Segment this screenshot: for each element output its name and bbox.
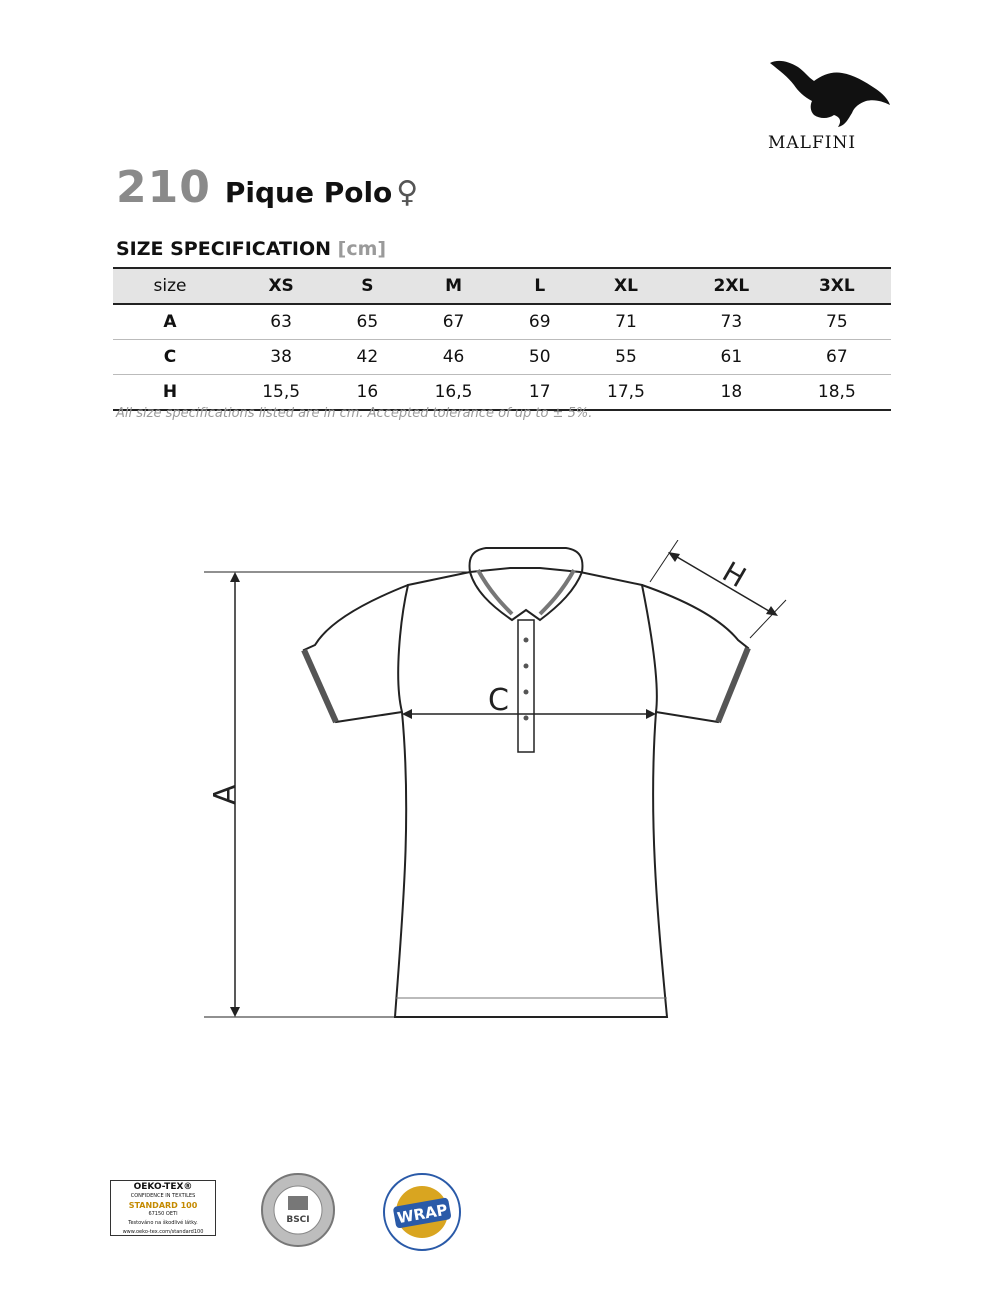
table-cell: 73: [680, 304, 783, 340]
table-cell: 67: [399, 304, 507, 340]
oeko-line: Testováno na škodlivé látky.: [128, 1220, 198, 1226]
oeko-line: www.oeko-tex.com/standard100: [122, 1229, 204, 1235]
shirt-outline: [395, 568, 667, 1017]
table-cell: 16: [335, 375, 399, 411]
table-cell: 42: [335, 340, 399, 375]
brand-name: MALFINI: [768, 133, 857, 153]
table-row: [113, 340, 891, 375]
table-cell: 46: [399, 340, 507, 375]
table-row: [113, 304, 891, 340]
table-cell: 18,5: [783, 375, 891, 411]
table-header-cell: XS: [227, 268, 335, 304]
spec-heading: [116, 238, 386, 260]
label-h: H: [716, 555, 752, 595]
table-header-cell: 2XL: [680, 268, 783, 304]
oeko-line: OEKO-TEX®: [133, 1182, 193, 1192]
label-c: C: [488, 683, 509, 718]
bsci-label: BSCI: [286, 1215, 310, 1225]
oeko-tex-badge: [110, 1180, 216, 1236]
left-sleeve: [304, 585, 408, 722]
product-title: [116, 162, 418, 213]
tolerance-note: All size specifications listed are in cm. Accepted tolerance of up to ± 5%.: [116, 406, 593, 421]
table-cell: 17: [508, 375, 572, 411]
table-header-cell: size: [113, 268, 227, 304]
oeko-line: 67150 OETI: [148, 1211, 178, 1217]
table-cell: 63: [227, 304, 335, 340]
table-header-cell: M: [399, 268, 507, 304]
certifications: [110, 1170, 470, 1250]
bsci-badge: [260, 1172, 336, 1248]
table-cell: 69: [508, 304, 572, 340]
oeko-line: STANDARD 100: [128, 1201, 198, 1210]
table-header-cell: L: [508, 268, 572, 304]
label-a: A: [208, 784, 243, 805]
table-cell: 38: [227, 340, 335, 375]
female-icon: ♀: [396, 175, 419, 210]
oeko-line: CONFIDENCE IN TEXTILES: [130, 1193, 196, 1199]
table-header-cell: S: [335, 268, 399, 304]
polo-diagram: [190, 540, 790, 1030]
table-cell: 17,5: [572, 375, 680, 411]
table-cell: 55: [572, 340, 680, 375]
table-cell: 67: [783, 340, 891, 375]
table-header-cell: XL: [572, 268, 680, 304]
table-cell: 50: [508, 340, 572, 375]
table-row: [113, 375, 891, 411]
wrap-badge: [380, 1170, 464, 1254]
brand-logo: [760, 55, 900, 155]
eagle-icon: [768, 55, 892, 133]
wrap-label: WRAP: [395, 1200, 449, 1228]
table-cell: 71: [572, 304, 680, 340]
table-cell: 65: [335, 304, 399, 340]
table-cell: 15,5: [227, 375, 335, 411]
right-sleeve: [642, 585, 748, 722]
table-cell: 18: [680, 375, 783, 411]
row-label: C: [113, 340, 227, 375]
spec-unit: [cm]: [337, 238, 387, 260]
table-cell: 16,5: [399, 375, 507, 411]
size-table: [113, 267, 891, 411]
product-name: Pique Polo: [224, 176, 393, 209]
product-code: 210: [116, 162, 211, 213]
table-header-cell: 3XL: [783, 268, 891, 304]
table-cell: 75: [783, 304, 891, 340]
row-label: A: [113, 304, 227, 340]
table-header-row: [113, 268, 891, 304]
row-label: H: [113, 375, 227, 411]
spec-heading-text: SIZE SPECIFICATION: [116, 238, 332, 260]
table-cell: 61: [680, 340, 783, 375]
